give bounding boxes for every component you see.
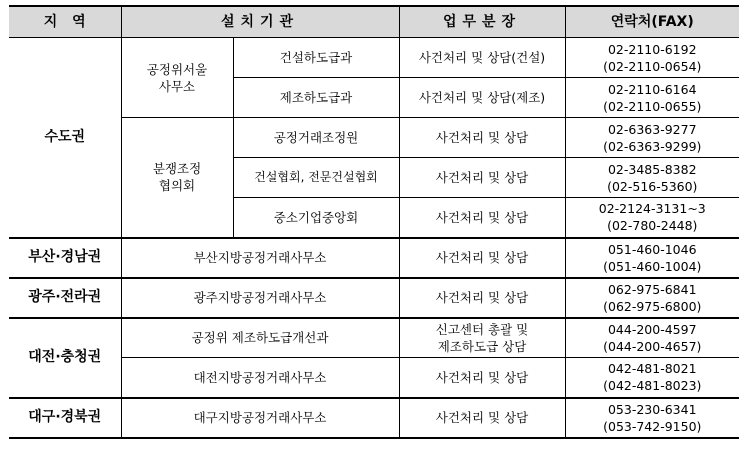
- duty-cell: 사건처리 및 상담(제조): [399, 78, 565, 118]
- duty-cell: 사건처리 및 상담: [399, 358, 565, 398]
- duty-cell: 사건처리 및 상담(건설): [399, 38, 565, 78]
- region-cell: 광주·전라권: [9, 278, 121, 318]
- table-row: [9, 278, 739, 318]
- fax-number: (02-2110-0654): [603, 58, 702, 74]
- fax-number: (051-460-1004): [603, 258, 702, 274]
- region-cell: 대전·충청권: [9, 318, 121, 398]
- duty-cell: [399, 318, 565, 358]
- phone-number: 02-3485-8382: [607, 161, 697, 177]
- office-cell: [121, 38, 233, 118]
- header-agency: 설치기관: [121, 6, 399, 38]
- phone-number: 053-230-6341: [607, 401, 697, 417]
- duty-cell: 사건처리 및 상담: [399, 238, 565, 278]
- dept-cell: 공정거래조정원: [233, 118, 399, 158]
- agency-cell: 광주지방공정거래사무소: [121, 278, 399, 318]
- phone-number: 02-2124-3131~3: [598, 201, 706, 217]
- duty-cell: 사건처리 및 상담: [399, 118, 565, 158]
- office-line: 공정위서울: [146, 61, 208, 77]
- contact-cell: [565, 38, 739, 78]
- header-contact: 연락처(FAX): [565, 6, 739, 38]
- table-row: [9, 318, 739, 358]
- contact-cell: [565, 118, 739, 158]
- fax-number: (053-742-9150): [603, 418, 702, 434]
- contact-cell: [565, 198, 739, 238]
- duty-cell: 사건처리 및 상담: [399, 398, 565, 438]
- fax-number: (042-481-8023): [603, 378, 702, 394]
- contact-cell: [565, 278, 739, 318]
- phone-number: 02-2110-6164: [607, 81, 697, 97]
- header-duties: 업무분장: [399, 6, 565, 38]
- phone-number: 062-975-6841: [607, 281, 697, 297]
- agency-cell: 공정위 제조하도급개선과: [121, 318, 399, 358]
- table-row: [9, 238, 739, 278]
- fax-number: (02-516-5360): [607, 178, 698, 194]
- contact-cell: [565, 318, 739, 358]
- dept-cell: 건설하도급과: [233, 38, 399, 78]
- fax-number: (02-2110-0655): [603, 98, 702, 114]
- region-cell: 수도권: [9, 38, 121, 238]
- region-cell: 대구·경북권: [9, 398, 121, 438]
- table-row: [9, 38, 739, 78]
- duty-cell: 사건처리 및 상담: [399, 158, 565, 198]
- contact-cell: [565, 158, 739, 198]
- region-cell: 부산·경남권: [9, 238, 121, 278]
- contact-cell: [565, 238, 739, 278]
- header-region: 지 역: [9, 6, 121, 38]
- contact-table: [9, 5, 739, 439]
- fax-number: (02-780-2448): [607, 218, 698, 234]
- office-line: 사무소: [158, 78, 196, 94]
- duty-line: 제조하도급 상담: [437, 338, 527, 354]
- header-row: [9, 6, 739, 38]
- office-line: 분쟁조정: [152, 161, 202, 177]
- phone-number: 044-200-4597: [607, 321, 697, 337]
- phone-number: 02-2110-6192: [607, 41, 697, 57]
- dept-cell: 중소기업중앙회: [233, 198, 399, 238]
- phone-number: 042-481-8021: [607, 361, 697, 377]
- agency-cell: 부산지방공정거래사무소: [121, 238, 399, 278]
- agency-cell: 대전지방공정거래사무소: [121, 358, 399, 398]
- table-row: [9, 398, 739, 438]
- dept-cell: 건설협회, 전문건설협회: [233, 158, 399, 198]
- phone-number: 02-6363-9277: [607, 121, 697, 137]
- contact-cell: [565, 78, 739, 118]
- contact-cell: [565, 398, 739, 438]
- fax-number: (02-6363-9299): [603, 138, 702, 154]
- duty-line: 신고센터 총괄 및: [435, 321, 529, 337]
- office-cell: [121, 118, 233, 238]
- fax-number: (044-200-4657): [603, 338, 702, 354]
- phone-number: 051-460-1046: [607, 241, 697, 257]
- duty-cell: 사건처리 및 상담: [399, 198, 565, 238]
- office-line: 협의회: [158, 178, 196, 194]
- contact-cell: [565, 358, 739, 398]
- fax-number: (062-975-6800): [603, 298, 702, 314]
- duty-cell: 사건처리 및 상담: [399, 278, 565, 318]
- agency-cell: 대구지방공정거래사무소: [121, 398, 399, 438]
- dept-cell: 제조하도급과: [233, 78, 399, 118]
